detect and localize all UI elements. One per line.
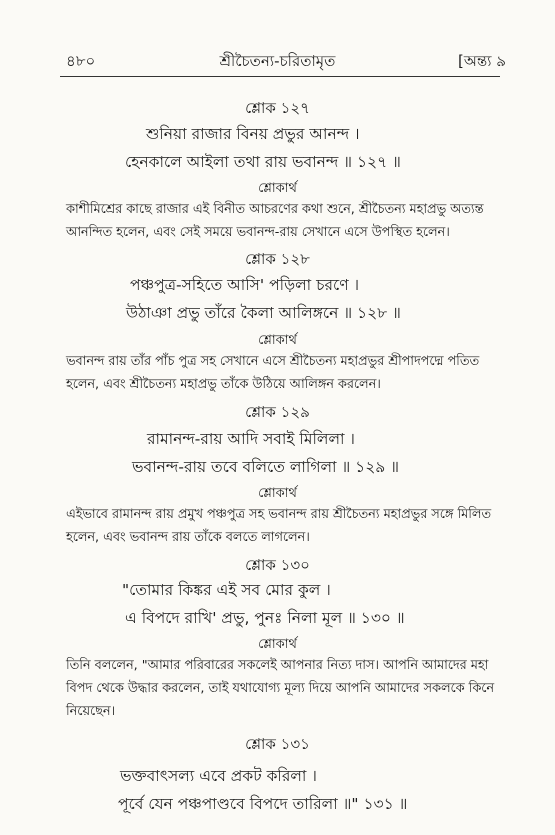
meaning-label: শ্লোকার্থ — [258, 637, 297, 652]
verse-line: ভবানন্দ-রায় তবে বলিতে লাগিলা ॥ ১২৯ ॥ — [132, 458, 400, 476]
verse-heading: শ্লোক ১২৭ — [245, 99, 310, 117]
running-title: শ্রীচৈতন্য-চরিতামৃত — [219, 52, 336, 70]
meaning-text: ভবানন্দ রায় তাঁর পাঁচ পুত্র সহ সেখানে এসে শ্রীচৈতন্য মহাপ্রভুর শ্রীপাদপদ্মে পতিত হলেন, এবং শ্রীচৈতন্য মহাপ্রভু তাঁকে উঠিয়ে আলিঙ্গন করলেন। — [66, 354, 480, 392]
verse-heading: শ্লোক ১৩০ — [245, 556, 310, 574]
verse-line: শুনিয়া রাজার বিনয় প্রভুর আনন্দ । — [146, 125, 360, 143]
verse-line: পূর্বে যেন পঞ্চপাণ্ডবে বিপদে তারিলা ॥" ১৩১ ॥ — [118, 795, 408, 813]
verse-heading: শ্লোক ১২৯ — [245, 403, 310, 421]
page-number: ৪৮০ — [66, 52, 96, 70]
verse-heading: শ্লোক ১২৮ — [245, 250, 310, 268]
meaning-label: শ্লোকার্থ — [258, 486, 297, 501]
header-rule — [60, 76, 500, 77]
verse-line: এ বিপদে রাখি' প্রভু, পুনঃ নিলা মূল ॥ ১৩০ ॥ — [125, 609, 405, 627]
section-marker: [অন্ত্য ৯ — [458, 52, 507, 70]
verse-line: ভক্তবাৎসল্য এবে প্রকট করিলা । — [120, 767, 317, 785]
verse-line: উঠাঞা প্রভু তাঁরে কৈলা আলিঙ্গনে ॥ ১২৮ ॥ — [126, 304, 401, 322]
meaning-label: শ্লোকার্থ — [258, 181, 297, 196]
meaning-text: কাশীমিশ্রের কাছে রাজার এই বিনীত আচরণের কথা শুনে, শ্রীচৈতন্য মহাপ্রভু অত্যন্ত আনন্দিত হলেন, এবং সেই সময়ে ভবানন্দ-রায় সেখানে এসে উপস্থিত হলেন। — [66, 202, 484, 240]
meaning-text: এইভাবে রামানন্দ রায় প্রমুখ পঞ্চপুত্র সহ ভবানন্দ রায় শ্রীচৈতন্য মহাপ্রভুর সঙ্গে মিলিত হলেন, এবং ভবানন্দ রায় তাঁকে বলতে লাগলেন। — [66, 507, 492, 545]
meaning-label: শ্লোকার্থ — [258, 333, 297, 348]
verse-line: পঞ্চপুত্র-সহিতে আসি' পড়িলা চরণে । — [130, 276, 360, 294]
verse-line: "তোমার কিঙ্কর এই সব মোর কুল । — [122, 581, 331, 599]
meaning-text: তিনি বললেন, "আমার পরিবারের সকলেই আপনার নিত্য দাস। আপনি আমাদের মহা বিপদ থেকে উদ্ধার করলেন, তাই যথাযোগ্য মূল্য দিয়ে আপনি আমাদের সকলকে কিনে নিয়েছেন। — [66, 658, 495, 719]
verse-line: হেনকালে আইলা তথা রায় ভবানন্দ ॥ ১২৭ ॥ — [125, 153, 401, 171]
verse-line: রামানন্দ-রায় আদি সবাই মিলিলা । — [147, 430, 355, 448]
verse-heading: শ্লোক ১৩১ — [245, 735, 310, 753]
